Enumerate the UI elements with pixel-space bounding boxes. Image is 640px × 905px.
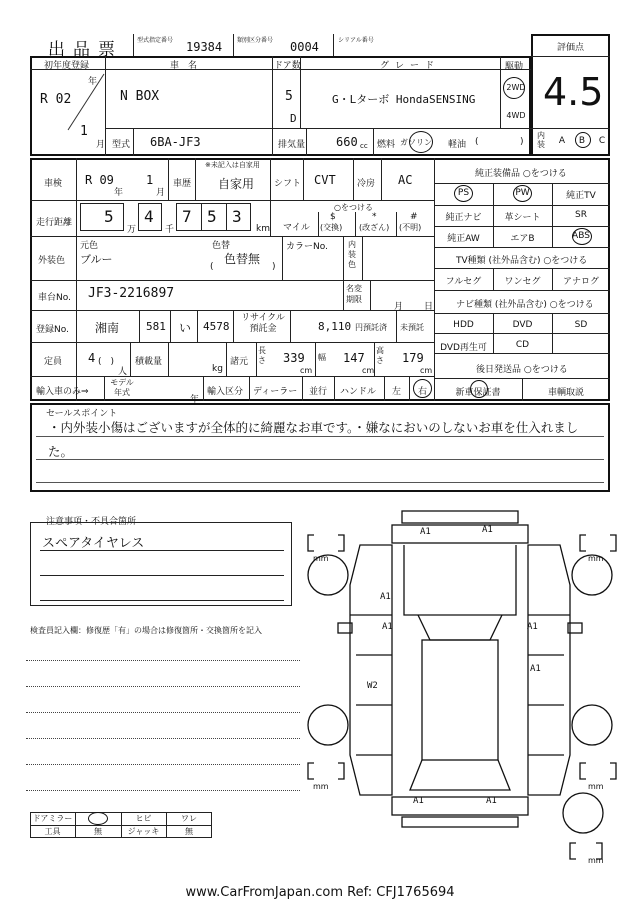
first-reg-era: R 02 xyxy=(40,92,72,107)
capacity-label: 定員 xyxy=(44,357,63,367)
damage-mark-front-left: A1 xyxy=(420,527,431,537)
doc-warranty: 新車保証書 xyxy=(455,388,501,398)
category-label: 類別区分番号 xyxy=(237,37,274,44)
damage-mark-rear-left: A1 xyxy=(413,796,424,806)
fuel-light-oil: 軽油 xyxy=(448,140,467,150)
car-diagram xyxy=(300,505,620,865)
equip-leather: 革シート xyxy=(504,213,541,223)
car-name-label: 車 名 xyxy=(170,61,198,71)
displacement: 660 xyxy=(336,135,358,149)
tv-oneseg: ワンセグ xyxy=(504,277,541,287)
mileage-digit-4: 5 xyxy=(207,207,217,226)
cd: CD xyxy=(515,340,530,350)
import-parallel: 並行 xyxy=(309,387,328,397)
shift-value: CVT xyxy=(314,173,336,187)
model: 6BA-JF3 xyxy=(150,135,201,149)
mileage-digit-box xyxy=(80,203,124,231)
dims-label: 諸元 xyxy=(230,357,249,367)
tools-label: 工具 xyxy=(44,827,61,836)
capacity-value: 4 xyxy=(88,351,96,365)
notes-line-1: スペアタイヤレス xyxy=(42,536,145,551)
equip-pw: PW xyxy=(515,188,530,198)
mileage-label: 走行距離 xyxy=(36,218,73,228)
mileage-digit-2: 4 xyxy=(144,207,154,226)
sales-line-1: ・内外装小傷はございますが全体的に綺麗なお車です。・嫌なにおいのしないお車を仕入れまし xyxy=(48,420,579,435)
jack-label: ジャッキ xyxy=(127,827,160,836)
grade: G・Lターボ HondaSENSING xyxy=(332,93,476,106)
ac-value: AC xyxy=(398,173,413,187)
doors: 5 xyxy=(285,89,293,104)
score-value: 4.5 xyxy=(543,70,604,114)
height-value: 179 xyxy=(402,351,424,365)
break-label: ワレ xyxy=(181,814,197,823)
color-label: 外装色 xyxy=(38,256,66,266)
handle-label: ハンドル xyxy=(340,387,377,397)
damage-mark-left-fender: A1 xyxy=(380,592,391,602)
damage-mark-front-right: A1 xyxy=(482,525,493,535)
width-value: 147 xyxy=(343,351,365,365)
fuel-label: 燃料 xyxy=(377,140,396,150)
drive-label: 駆動 xyxy=(505,62,524,72)
shaken-label: 車検 xyxy=(44,179,63,189)
drive-4wd: 4WD xyxy=(506,111,526,120)
equip-abs: ABS xyxy=(572,231,590,241)
score-label: 評価点 xyxy=(557,43,585,53)
inspector-label: 検査員記入欄：修復歴「有」の場合は修復箇所・交換箇所を記入 xyxy=(30,626,262,635)
mile-option: マイル xyxy=(283,223,310,233)
dvd-playable: DVD再生可 xyxy=(440,343,487,353)
interior-grade-b: B xyxy=(578,136,586,146)
std-equipment-label: 純正装備品 ○をつける xyxy=(475,169,567,179)
mileage-digit-3: 7 xyxy=(182,207,192,226)
original-color: ブルー xyxy=(80,253,113,266)
not-deposited: 未預託 xyxy=(400,323,424,332)
import-type-label: 輸入区分 xyxy=(207,387,244,397)
mileage-digit-1: 5 xyxy=(104,207,114,226)
recycle-amount: 8,110 xyxy=(318,320,352,333)
ac-label: 冷房 xyxy=(357,179,376,189)
grade-label: グレード xyxy=(380,61,441,71)
equip-tv: 純正TV xyxy=(566,191,596,201)
sales-line-2: た。 xyxy=(48,444,74,459)
tv-analog: アナログ xyxy=(562,277,599,287)
odo-tampered: * xyxy=(372,212,377,222)
navi-dvd: DVD xyxy=(512,320,533,330)
equip-airbag: エアB xyxy=(510,234,535,244)
chassis-label: 車台No. xyxy=(38,293,71,303)
equip-navi: 純正ナビ xyxy=(445,213,482,223)
serial-label: シリアル番号 xyxy=(338,37,374,44)
interior-grade-circle xyxy=(575,132,591,148)
history-label: 車歴 xyxy=(173,179,192,189)
door-mirror-label: ドアミラー xyxy=(32,814,73,823)
crack-label: ヒビ xyxy=(135,814,152,823)
length-value: 339 xyxy=(283,351,305,365)
handle-right: 右 xyxy=(418,387,428,397)
notes-label: 注意事項・不具合箇所 xyxy=(46,517,137,527)
damage-mark-right-rear-door: A1 xyxy=(530,664,541,674)
model-label: 型式 xyxy=(112,140,131,150)
reg-number: 4578 xyxy=(203,320,230,333)
drive-2wd-circle xyxy=(503,77,525,99)
first-reg-label: 初年度登録 xyxy=(44,61,90,71)
damage-mark-right-front-door: A1 xyxy=(527,622,538,632)
reg-kana: い xyxy=(179,321,192,335)
model-designation: 19384 xyxy=(186,40,223,54)
import-dealer: ディーラー xyxy=(253,387,298,397)
doors-label: ドア数 xyxy=(274,61,301,71)
interior-grade-a: A xyxy=(558,136,566,146)
model-designation-label: 型式指定番号 xyxy=(137,37,174,44)
footer-reference: www.CarFromJapan.com Ref: CFJ1765694 xyxy=(185,885,455,900)
equip-sr: SR xyxy=(575,210,587,220)
tools-value: 無 xyxy=(94,827,102,836)
interior-label: 内装 xyxy=(537,131,545,149)
registration-label: 登録No. xyxy=(36,325,69,335)
fuel-gasoline: ガソリン xyxy=(400,138,432,147)
handle-right-circle xyxy=(413,379,432,398)
odo-unknown: # xyxy=(410,212,418,222)
interior-color-label: 内装色 xyxy=(348,240,356,269)
color-no-label: カラーNo. xyxy=(286,242,328,252)
navi-type-label: ナビ種類 (社外品含む) ○をつける xyxy=(456,300,594,310)
doc-manual: 車輌取説 xyxy=(547,388,584,398)
equip-aw: 純正AW xyxy=(447,234,480,244)
date-divider xyxy=(66,72,106,132)
fuel-circle xyxy=(409,131,433,153)
recycle-label: リサイクル預託金 xyxy=(241,313,285,334)
reg-place: 湘南 xyxy=(95,321,120,335)
handle-left: 左 xyxy=(392,387,402,397)
equip-ps: PS xyxy=(457,188,470,198)
shift-label: シフト xyxy=(274,179,302,189)
payload-label: 積載量 xyxy=(135,357,163,367)
docs-label: 後日発送品 ○をつける xyxy=(476,365,568,375)
name-change-label: 名変期限 xyxy=(346,284,362,304)
displacement-label: 排気量 xyxy=(278,140,306,150)
reg-class: 581 xyxy=(146,320,166,333)
chassis-number: JF3-2216897 xyxy=(88,286,175,301)
car-name: N BOX xyxy=(120,89,160,104)
import-only-label: 輸入車のみ⇒ xyxy=(36,387,89,397)
interior-grade-c: C xyxy=(598,136,606,146)
odo-exchanged: $ xyxy=(330,212,336,222)
damage-mark-left-rear: W2 xyxy=(367,681,378,691)
first-reg-month: 1 xyxy=(80,124,88,139)
shaken-month: 1 xyxy=(146,173,154,187)
repaint-value: 色替無 xyxy=(224,252,261,266)
navi-sd: SD xyxy=(574,320,588,330)
drive-2wd: 2WD xyxy=(506,83,526,92)
tv-fullseg: フルセグ xyxy=(445,277,482,287)
tv-type-label: TV種類 (社外品含む) ○をつける xyxy=(456,256,588,266)
sheet-title: 出品票 xyxy=(48,40,123,60)
sales-label: セールスポイント xyxy=(46,409,118,419)
mileage-digit-5: 3 xyxy=(232,207,242,226)
shaken-era: R 09 xyxy=(85,173,114,187)
damage-mark-rear-right: A1 xyxy=(486,796,497,806)
history-note: ※未記入は自家用 xyxy=(205,161,260,169)
navi-hdd: HDD xyxy=(453,320,474,330)
history-value: 自家用 xyxy=(218,177,255,191)
damage-mark-left-front-door: A1 xyxy=(382,622,393,632)
mileage-circle-note: ○をつける xyxy=(334,203,373,212)
category-number: 0004 xyxy=(290,40,319,54)
jack-value: 無 xyxy=(185,827,193,836)
